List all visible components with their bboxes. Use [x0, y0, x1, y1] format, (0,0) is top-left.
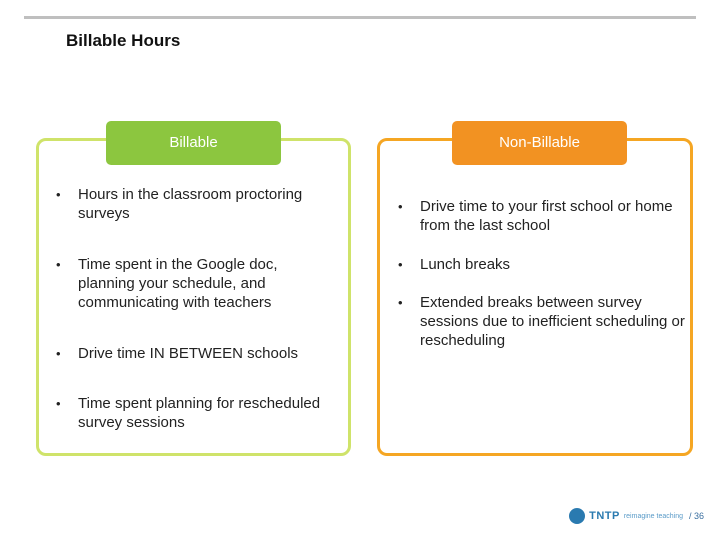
tagline: reimagine teaching: [623, 512, 683, 520]
bullet-dot: •: [56, 257, 61, 272]
billable-item-text: Time spent in the Google doc, planning your schedule, and communicating with teachers: [78, 256, 278, 311]
logo-text: TNTP: [589, 510, 620, 522]
tntp-logo-icon: [569, 508, 585, 524]
bullet-dot: •: [398, 257, 403, 272]
nonbillable-item-text: Lunch breaks: [420, 256, 511, 273]
bullet-dot: •: [56, 187, 61, 202]
billable-header: Billable: [106, 121, 281, 165]
billable-item-text: Hours in the classroom proctoring surveys: [78, 186, 303, 222]
nonbillable-header: Non-Billable: [452, 121, 627, 165]
bullet-dot: •: [398, 295, 403, 310]
bullet-dot: •: [398, 199, 403, 214]
footer: [569, 506, 704, 526]
nonbillable-item-text: Extended breaks between survey sessions due to inefficient scheduling or rescheduling: [420, 294, 685, 349]
bullet-dot: •: [56, 346, 61, 361]
slide-title: Billable Hours: [66, 31, 181, 50]
bullet-dot: •: [56, 396, 61, 411]
page-number: / 36: [688, 511, 704, 521]
nonbillable-item-text: Drive time to your first school or home from the last school: [420, 198, 673, 234]
billable-item-text: Drive time IN BETWEEN schools: [78, 345, 299, 362]
billable-item-text: Time spent planning for rescheduled survey sessions: [78, 395, 321, 431]
top-divider: [24, 16, 696, 19]
